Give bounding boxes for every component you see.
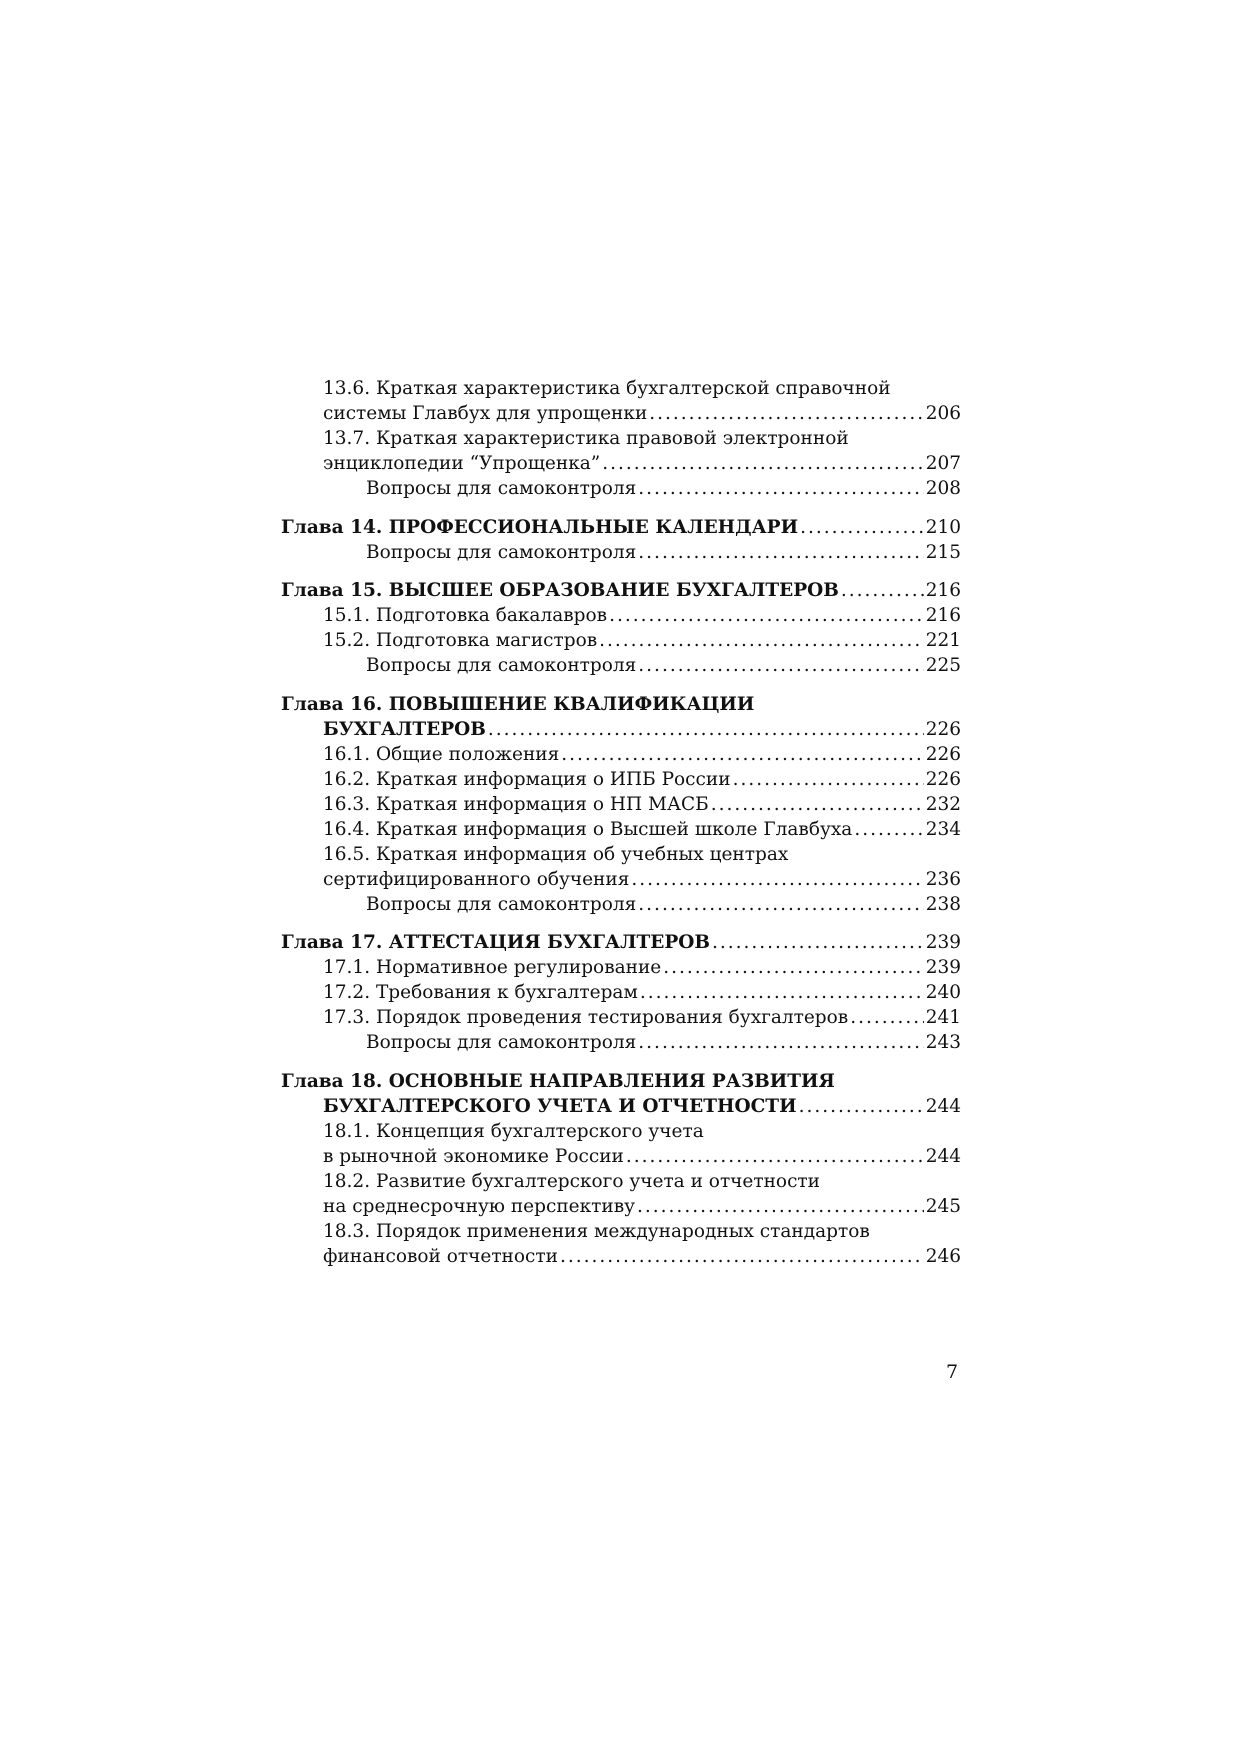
toc-entry — [281, 892, 961, 917]
toc-page-number: 232 — [925, 793, 961, 815]
toc-entry-title: 17.2. Требования к бухгалтерам — [323, 982, 638, 1003]
toc-page-number: 208 — [925, 478, 961, 499]
toc-entry — [281, 628, 961, 653]
toc-entry-title: сертифицированного обучения — [323, 868, 630, 890]
toc-leader-dots — [599, 628, 924, 653]
toc-leader-dots — [663, 955, 923, 980]
toc-leader-dots — [800, 515, 924, 540]
toc-leader-dots — [640, 980, 924, 1005]
toc-page-number: 216 — [925, 580, 961, 601]
toc-page-number: 226 — [925, 743, 961, 765]
toc-entry — [281, 980, 961, 1005]
toc-entry — [281, 376, 961, 401]
toc-entry — [281, 426, 961, 451]
toc-leader-dots — [638, 892, 923, 917]
toc-page-number: 241 — [925, 1007, 961, 1028]
toc-entry-title: 18.2. Развитие бухгалтерского учета и отчетности — [323, 1170, 820, 1192]
toc-leader-dots — [638, 540, 923, 565]
toc-entry-title: 16.3. Краткая информация о НП МАСБ — [323, 793, 709, 815]
toc-entry-title: 18.3. Порядок применения международных стандартов — [323, 1220, 870, 1242]
toc-entry-title: Вопросы для самоконтроля — [366, 1032, 637, 1053]
toc-leader-dots — [609, 603, 924, 628]
toc-page-number: 226 — [925, 768, 961, 790]
toc-entry — [281, 717, 961, 742]
toc-entry — [281, 603, 961, 628]
toc-entry — [281, 1144, 961, 1169]
toc-entry-title: 17.1. Нормативное регулирование — [323, 957, 662, 978]
toc-page-number: 221 — [925, 630, 961, 651]
toc-entry — [281, 451, 961, 476]
toc-page-number: 243 — [925, 1032, 961, 1053]
toc-entry — [281, 476, 961, 501]
toc-leader-dots — [626, 1144, 924, 1169]
toc-page-number: 236 — [925, 868, 961, 890]
toc-entry — [281, 653, 961, 678]
toc-leader-dots — [733, 767, 924, 792]
toc-page-number: 245 — [925, 1195, 961, 1217]
toc-entry — [281, 1119, 961, 1144]
toc-entry-title: Глава 16. ПОВЫШЕНИЕ КВАЛИФИКАЦИИ — [281, 693, 755, 715]
toc-leader-dots — [841, 578, 924, 603]
toc-page-number: 246 — [925, 1245, 961, 1267]
toc-entry-title: Глава 17. АТТЕСТАЦИЯ БУХГАЛТЕРОВ — [281, 932, 710, 953]
toc-entry — [281, 867, 961, 892]
toc-entry — [281, 817, 961, 842]
toc-page-number: 216 — [925, 605, 961, 626]
page-number: 7 — [946, 1361, 959, 1383]
toc-entry — [281, 1005, 961, 1030]
toc-page-number: 244 — [925, 1145, 961, 1167]
toc-entry-title: Вопросы для самоконтроля — [366, 655, 637, 676]
toc-entry-title: 16.1. Общие положения — [323, 743, 560, 765]
toc-page-number: 239 — [925, 957, 961, 978]
toc-leader-dots — [638, 1030, 923, 1055]
toc-entry-title: 13.6. Краткая характеристика бухгалтерской справочной — [323, 378, 891, 399]
toc-leader-dots — [637, 1194, 924, 1219]
toc-page-number: 207 — [925, 453, 961, 474]
toc-entry — [281, 1169, 961, 1194]
toc-leader-dots — [631, 867, 923, 892]
toc-entry — [281, 767, 961, 792]
toc-chapter-entry — [281, 692, 961, 717]
toc-leader-dots — [638, 476, 923, 501]
toc-page-number: 240 — [925, 982, 961, 1003]
toc-page-number: 226 — [925, 718, 961, 740]
toc-entry — [281, 401, 961, 426]
toc-chapter-entry — [281, 930, 961, 955]
toc-page-number: 206 — [925, 403, 961, 424]
toc-entry-title: 16.2. Краткая информация о ИПБ России — [323, 768, 731, 790]
toc-chapter-entry — [281, 515, 961, 540]
toc-entry-title: 16.5. Краткая информация об учебных центрах — [323, 843, 789, 865]
toc-leader-dots — [850, 1005, 923, 1030]
toc-entry-title: 15.2. Подготовка магистров — [323, 630, 598, 651]
toc-leader-dots — [602, 451, 923, 476]
toc-entry-title: энциклопедии “Упрощенка” — [323, 453, 601, 474]
toc-entry-title: Вопросы для самоконтроля — [366, 893, 637, 915]
toc-chapter-entry — [281, 1069, 961, 1094]
toc-entry-title: БУХГАЛТЕРСКОГО УЧЕТА И ОТЧЕТНОСТИ — [323, 1095, 797, 1117]
toc-entry-title: 18.1. Концепция бухгалтерского учета — [323, 1120, 704, 1142]
toc-page-number: 215 — [925, 541, 961, 563]
toc-entry-title: Глава 18. ОСНОВНЫЕ НАПРАВЛЕНИЯ РАЗВИТИЯ — [281, 1070, 835, 1092]
toc-entry-title: Вопросы для самоконтроля — [366, 478, 637, 499]
toc-leader-dots — [854, 817, 923, 842]
toc-entry-title: 16.4. Краткая информация о Высшей школе Главбуха — [323, 818, 853, 840]
toc-entry-title: 13.7. Краткая характеристика правовой электронной — [323, 428, 849, 449]
toc-entry-title: в рыночной экономике России — [323, 1145, 624, 1167]
toc-entry — [281, 1219, 961, 1244]
toc-leader-dots — [799, 1094, 924, 1119]
toc-entry-title: финансовой отчетности — [323, 1245, 558, 1267]
toc-page-number: 238 — [925, 893, 961, 915]
toc-leader-dots — [711, 792, 924, 817]
toc-chapter-entry — [281, 578, 961, 603]
toc-entry-title: системы Главбух для упрощенки — [323, 403, 648, 424]
toc-entry-title: Глава 15. ВЫСШЕЕ ОБРАЗОВАНИЕ БУХГАЛТЕРОВ — [281, 580, 839, 601]
toc-page-number: 234 — [925, 818, 961, 840]
toc-entry — [281, 842, 961, 867]
toc-entry — [281, 1094, 961, 1119]
toc-entry — [281, 955, 961, 980]
toc-entry — [281, 1194, 961, 1219]
toc-entry-title: Глава 14. ПРОФЕССИОНАЛЬНЫЕ КАЛЕНДАРИ — [281, 516, 799, 538]
toc-leader-dots — [638, 653, 923, 678]
toc-entry — [281, 540, 961, 565]
toc-entry — [281, 742, 961, 767]
toc-page-number: 225 — [925, 655, 961, 676]
toc-entry — [281, 792, 961, 817]
toc-entry-title: 15.1. Подготовка бакалавров — [323, 605, 608, 626]
toc-page-number: 239 — [925, 932, 961, 953]
toc-entry — [281, 1030, 961, 1055]
toc-page-number: 244 — [925, 1095, 961, 1117]
toc-leader-dots — [649, 401, 923, 426]
toc-entry-title: Вопросы для самоконтроля — [366, 541, 637, 563]
toc-entry — [281, 1244, 961, 1269]
toc-leader-dots — [560, 1244, 924, 1269]
toc-page-number: 210 — [925, 516, 961, 538]
toc-entry-title: на среднесрочную перспективу — [323, 1195, 636, 1217]
toc-leader-dots — [488, 717, 924, 742]
toc-entry-title: БУХГАЛТЕРОВ — [323, 718, 486, 740]
toc-leader-dots — [712, 930, 924, 955]
table-of-contents — [281, 376, 961, 1269]
toc-entry-title: 17.3. Порядок проведения тестирования бухгалтеров — [323, 1007, 849, 1028]
toc-leader-dots — [561, 742, 923, 767]
